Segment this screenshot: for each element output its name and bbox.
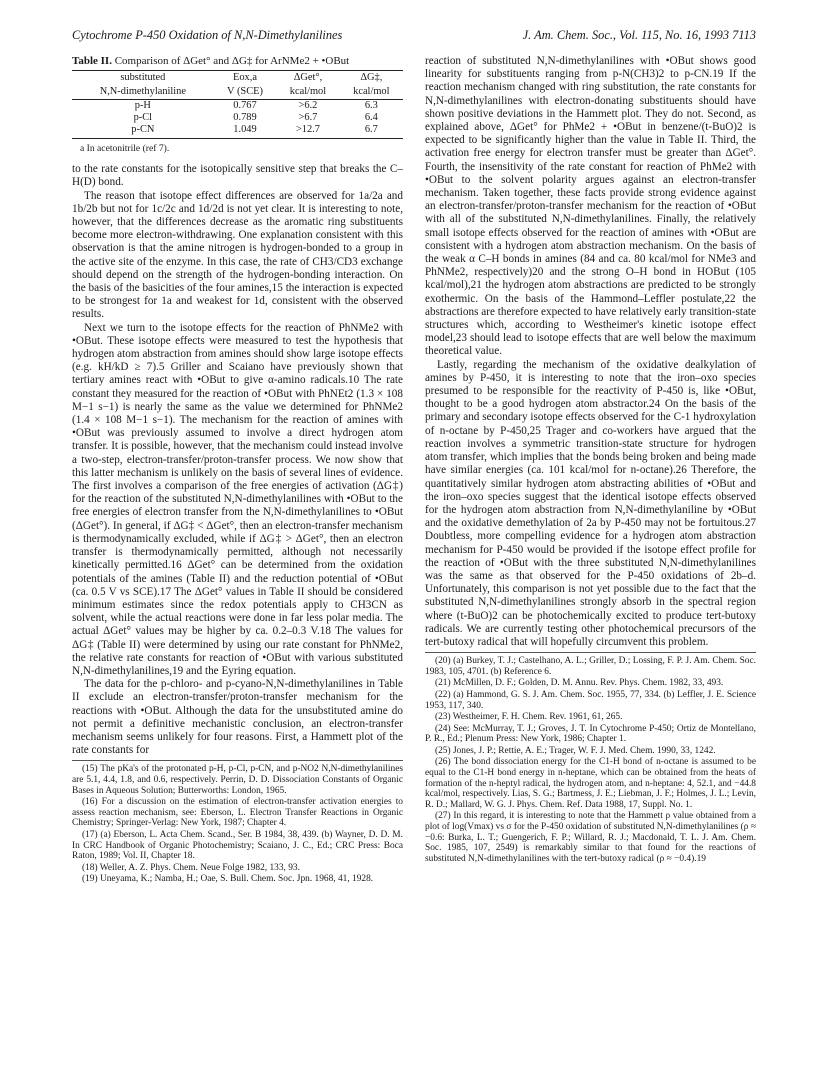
reference-note: (22) (a) Hammond, G. S. J. Am. Chem. Soc. 1955, 77, 334. (b) Leffler, J. E. Science 1953, 117, 340. [425,689,756,711]
body-paragraph: to the rate constants for the isotopically sensitive step that breaks the C–H(D) bond. [72,163,403,189]
right-column [425,55,756,865]
table-cell: >12.7 [276,124,339,139]
reference-note: (16) For a discussion on the estimation of electron-transfer activation energies to assess reaction mechanism, see: Eberson, L. Electron Transfer Reactions in Organic Chemistry; Springer-Verlag: New York, 1987; Chapter 4. [72,797,403,829]
reference-note: (18) Weller, A. Z. Phys. Chem. Neue Folge 1982, 133, 93. [82,862,300,873]
table-footnote: a In acetonitrile (ref 7). [80,143,170,154]
journal-citation: J. Am. Chem. Soc., Vol. 115, No. 16, 1993 7113 [522,28,756,42]
table-cell: 6.4 [364,112,378,123]
running-title: Cytochrome P-450 Oxidation of N,N-Dimethylanilines [72,28,343,42]
table-caption [72,55,403,68]
col-header-dget-line2: kcal/mol [276,85,339,100]
reference-note: (25) Jones, J. P.; Rettie, A. E.; Trager, W. F. J. Med. Chem. 1990, 33, 1242. [435,745,716,756]
reference-note: (20) (a) Burkey, T. J.; Castelhano, A. L.; Griller, D.; Lossing, F. P. J. Am. Chem. Soc. 1983, 105, 4701. (b) Reference 6. [425,656,756,677]
running-header [72,28,756,46]
table-caption-text: Comparison of ΔGet° and ΔG‡ for ArNMe2 + •OBut [114,55,350,67]
reference-note: (21) McMillen, D. F.; Golden, D. M. Annu. Rev. Phys. Chem. 1982, 33, 493. [435,678,724,689]
reference-note: (15) The pKa's of the protonated p-H, p-Cl, p-CN, and p-NO2 N,N-dimethylanilines are 5.1, 4.4, 1.8, and 0.6, respectively. Perrin, D. D. Dissociation Constants of Organic Bases in Aqueous Solution; Butterworths: London, 1965. [72,764,403,796]
table-cell: p-Cl [133,112,153,123]
table-cell: p-CN [72,124,214,139]
body-paragraph: Lastly, regarding the mechanism of the oxidative dealkylation of amines by P-450, it is interesting to note that the iron–oxo species presumed to be responsible for the reactivity of P-450 is, like •OBut, thought to be a good hydrogen atom abstractor.24 On the basis of the primary and secondary isotope effects observed for the C-1 hydroxylation of n-octane by P-450,25 Trager and co-workers have argued that the reaction involves a symmetric transition-state structure for hydrogen atom transfer, which implies that the bonds being broken and being made have similar energies (ca. 101 kcal/mol for n-octane).26 Therefore, the quantitatively similar hydrogen atom abstracting abilities of •OBut and the iron–oxo species suggest that the identical isotope effects observed for the hydrogen atom abstraction from N,N-dimethylaniline by •OBut and the oxidative demethylation of 2a by P-450 may not be fortuitous.27 Doubtless, more compelling evidence for a hydrogen atom abstraction mechanism for P-450 would be provided if the isotope effect profile for the reaction of •OBut with the three substituted N,N-dimethylanilines was the same as that observed for the P-450 oxidations of 2b–d. Unfortunately, this comparison is not yet possible due to the fact that the substituted N,N-dimethylanilines strongly absorb in the spectral region where (t-BuO)2 can be photochemically excited to produce tert-butoxy radicals. We are currently testing other photochemical precursors of the tert-butoxy radical that will hopefully circumvent this problem. [425,358,756,648]
body-paragraph: The reason that isotope effect differences are observed for 1a/2a and 1b/2b but not for 1c/2c and 1d/2d is not yet clear. It is interesting to note, however, that the differences decrease as the aromatic ring substituents become more electron-withdrawing. One explanation consistent with this observation is that the amine nitrogen is hydrogen-bonded to a group in the active site of the enzyme. In this case, the rate of CH3/CD3 exchange should depend on the strength of the hydrogen-bonding interaction. On the basis of the basicities of the four amines,15 the interaction is expected to be strongest for 1a and weakest for 1d, consistent with the observed results. [72,189,403,321]
col-header-dg-line1: ΔG‡, [340,71,403,86]
footnote-references [72,760,403,885]
table-cell: >6.2 [298,100,318,111]
comparison-table [72,70,403,139]
col-header-eox-line2: V (SCE) [214,85,277,100]
table-cell: >6.7 [298,112,318,123]
reference-note: (26) The bond dissociation energy for the C1-H bond of n-octane is assumed to be equal to the C1-H bond energy in n-heptane, which can be obtained from the heats of formation of the n-heptyl radical, the hydrogen atom, and n-heptane: 4, 52.1, and −44.8 kcal/mol, respectively. Lias, S. G.; Bartmess, J. E.; Liebman, J. F.; Holmes, J. L.; Levin, R. D.; Mallard, W. G. J. Phys. Chem. Ref. Data 1988, 17, Suppl. No. 1. [425,757,756,810]
table-label: Table II. [72,55,112,67]
body-paragraph: reaction of substituted N,N-dimethylanilines with •OBut shows good linearity for substituents ranging from p-N(CH3)2 to p-CN.19 If the reaction mechanism changed with ring substitution, the rate constants for N,N-dimethylanilines with electron-donating substituents should have shown positive deviations in the Hammett plot. They do not. Second, as explained above, ΔGet° for PhMe2 + •OBut in benzene/(t-BuO)2 is expected to be significantly higher than the value in Table II. Third, the activation free energy for electron transfer must be greater than ΔGet°. Fourth, the insensitivity of the rate constant for reaction of PhMe2 with •OBut to the solvent polarity argues against an electron-transfer mechanism. Taken together, these facts provide strong evidence against an electron-transfer/proton-transfer mechanism for the reaction of •OBut with all of the substituted N,N-dimethylanilines. Finally, the relatively small isotope effects observed for the reaction of amines with •OBut are consistent with a hydrogen atom abstraction mechanism. On the basis of the weak α C–H bonds in amines (84 and ca. 80 kcal/mol for NMe3 and PhNMe2, respectively)20 and the strong O–H bond in HOBut (105 kcal/mol),21 the hydrogen atom abstractions are predicted to be strongly exothermic. On the basis of the Hammond–Leffler postulate,22 the abstractions are therefore expected to have relatively early transition-state structures which, according to Westheimer's kinetic isotope effect model,23 should lead to isotope effects that are well below the maximum theoretical value. [425,55,756,358]
table-cell: 6.7 [340,124,403,139]
col-header-substituent-line1: substituted [72,71,214,86]
reference-note: (19) Uneyama, K.; Namba, H.; Oae, S. Bull. Chem. Soc. Jpn. 1968, 41, 1928. [82,874,374,885]
footnote-references [425,652,756,864]
reference-note: (27) In this regard, it is interesting to note that the Hammett ρ value obtained from a plot of log(Vmax) vs σ for the P-450 oxidation of substituted N,N-dimethylanilines (ρ ≈ −0.6: Burka, L. T.; Guengerich, F. P.; Willard, R. J.; Macdonald, T. L. J. Am. Chem. Soc. 1985, 107, 2549) is remarkably similar to that found for the reactions of substituted N,N-dimethylanilines with the tert-butoxy radical (ρ ≈ −0.4).19 [425,811,756,864]
col-header-eox-line1: Eox,a [214,71,277,86]
reference-note: (17) (a) Eberson, L. Acta Chem. Scand., Ser. B 1984, 38, 439. (b) Wayner, D. D. M. In CRC Handbook of Organic Photochemistry; Scaiano, J. C., Ed.; CRC Press: Boca Raton, 1989; Vol. II, Chapter 18. [72,829,403,862]
table-row [72,124,403,139]
body-paragraph: Next we turn to the isotope effects for the reaction of PhNMe2 with •OBut. These isotope effects were measured to test the hypothesis that hydrogen atom abstraction from amines should show large isotope effects (e.g. kH/kD ≥ 7).5 Griller and Scaiano have previously shown that tertiary amines react with •OBut to give α-amino radicals.10 The rate constant they measured for the reaction of •OBut with PhNEt2 (1.3 × 108 M−1 s−1) is nearly the same as the value we determined for PhNMe2 (1.4 × 108 M−1 s−1). The mechanism for the reaction of amines with •OBut was previously assumed to involve a direct hydrogen atom transfer. It is possible, however, that the mechanism could instead involve a two-step, electron-transfer/proton-transfer process. We now show that this latter mechanism is unlikely on the basis of several lines of evidence. The first involves a comparison of the free energies of activation (ΔG‡) for the reaction of the substituted N,N-dimethylanilines with •OBut to the free energies of electron transfer from the N,N-dimethylanilines to •OBut (ΔGet°). In general, if ΔG‡ < ΔGet°, then an electron-transfer mechanism is thermodynamically excluded, while if ΔG‡ > ΔGet°, then an electron transfer is thermodynamically permitted, although not necessarily kinetically permitted.16 ΔGet° can be determined from the oxidation potentials of the amines (Table II) and the reduction potential of •OBut (ca. 0.5 V vs SCE).17 The ΔGet° values in Table II should be considered minimum estimates since the redox potentials apply to CH3CN as solvent, while the actual reactions were done in far less polar media. The actual ΔGet° values may be higher by ca. 0.2–0.3 V.18 The values for ΔG‡ (Table II) were determined by using our rate constant for PhNMe2, the relative rate constants for reaction of •OBut with various substituted N,N-dimethylanilines,19 and the Eyring equation. [72,321,403,677]
table-cell: 6.3 [364,100,378,111]
col-header-substituent-line2: N,N-dimethylaniline [72,85,214,100]
table-cell: 1.049 [214,124,277,139]
table-row [72,112,403,124]
body-paragraph: The data for the p-chloro- and p-cyano-N,N-dimethylanilines in Table II exclude an electron-transfer/proton-transfer mechanism for the reactions with •OBut. Although the data for the unsubstituted amine do not permit a definitive mechanistic conclusion, an electron-transfer mechanism seems unlikely for four reasons. First, a Hammett plot of the rate constants for [72,678,403,757]
col-header-dg-line2: kcal/mol [340,85,403,100]
table-cell: 0.789 [233,112,257,123]
reference-note: (23) Westheimer, F. H. Chem. Rev. 1961, 61, 265. [435,712,623,723]
col-header-dget-line1: ΔGet°, [276,71,339,86]
reference-note: (24) See: McMurray, T. J.; Groves, J. T. In Cytochrome P-450; Ortiz de Montellano, P. R., Ed.; Plenum Press: New York, 1986; Chapter 1. [425,723,756,745]
left-column [72,55,403,886]
table-cell: 0.767 [233,100,257,111]
table-row [72,100,403,113]
table-cell: p-H [134,100,151,111]
